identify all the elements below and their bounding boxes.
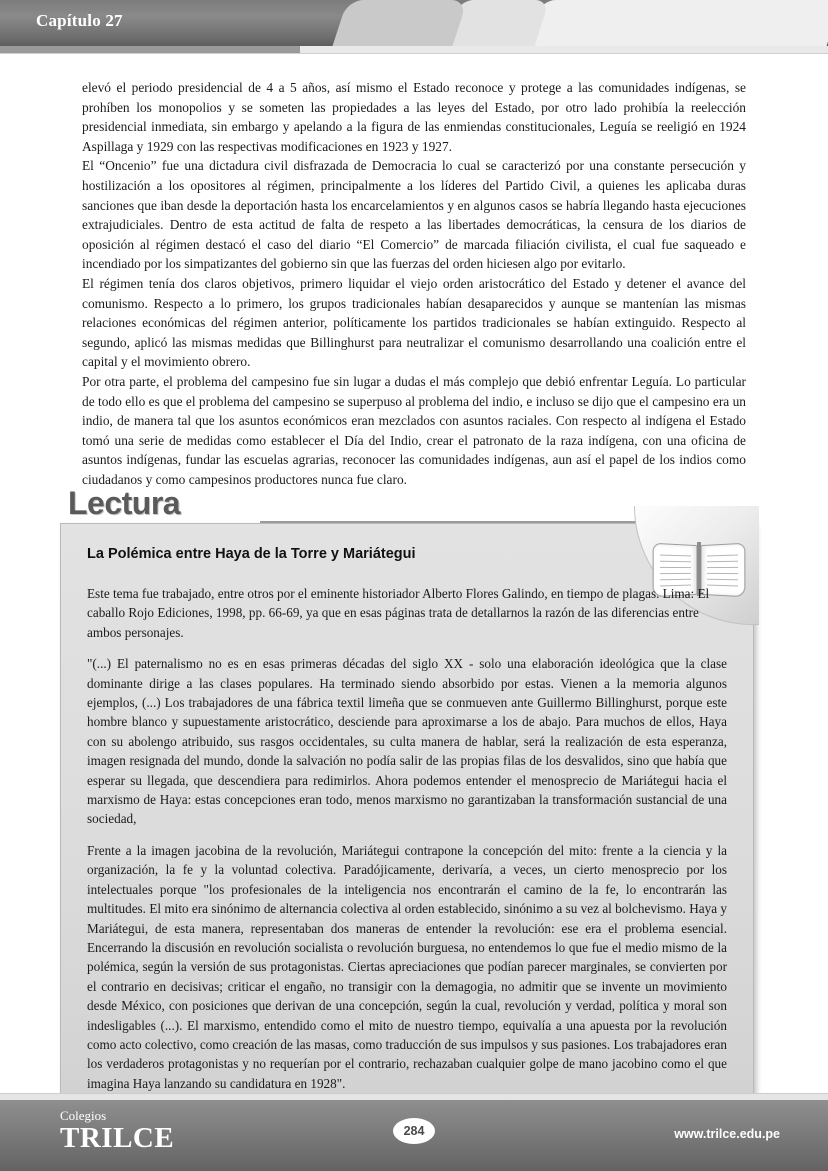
reading-paragraph: Frente a la imagen jacobina de la revolución, Mariátegui contrapone la concepción del mito: frente a la ciencia y la organización, la fe y la voluntad colectiva. Paradójicamente, derivaría, a veces, un cierto menosprecio por los intelectuales porque "los profesionales de la inteligencia nos encontrarán el camino de la fe, lo encontrarán las multitudes. El mito era sinónimo de alternancia colectiva al orden establecido, sinónimo a su vez al bolchevismo. Haya y Mariátegui, de esta manera, representaban dos maneras de entender la revolución: ese era el problema esencial. Encerrando la discusión en revolución socialista o revolución burguesa, no entendemos lo que fue el medio mismo de la polémica, según la versión de sus protagonistas. Ciertas apreciaciones que podían parecer marginales, se convierten por el contrario en decisivas; criticar el engaño, no transigir con la demagogia, no admitir que se invente un movimiento desde México, con posiciones que derivan de una concepción, según la cual, revolución y verdad, política y moral son indesligables (...). El marxismo, entendido como el mito de nuestro tiempo, equivalía a una apuesta por la revolución como acto colectivo, como creación de las masas, como traducción de sus impulsos y sus pasiones. Los trabajadores eran los verdaderos protagonistas y no requerían por el contrario, rechazaban cualquier golpe de mano jacobino como el que imagina Haya lanzando su candidatura en 1928". xyxy=(87,842,727,1091)
header-decoration xyxy=(0,0,828,46)
brand-logo-big: TRILCE xyxy=(60,1122,175,1154)
body-paragraph: Por otra parte, el problema del campesino fue sin lugar a dudas el más complejo que debió enfrentar Leguía. Lo particular de todo ello es que el problema del campesino se superpuso al problema del indio, e incluso se dijo que el campesino era un indio, de manera tal que los asuntos económicos eran mezclados con asuntos raciales. Con respecto al indígena el Estado tomó una serie de medidas como establecer el Día del Indio, crear el patronato de la raza indígena, con una oficina de asuntos indígenas, fundar las escuelas agrarias, reconocer las comunidades indígenas, aun así el papel de los indios como ciudadanos y como campesinos productores nunca fue claro. xyxy=(82,373,746,487)
reading-intro xyxy=(87,584,727,642)
header-shape-left xyxy=(333,0,468,46)
header-underline xyxy=(0,46,828,54)
body-paragraph: El régimen tenía dos claros objetivos, primero liquidar el viejo orden aristocrático del Estado y detener el avance del comunismo. Respecto a lo primero, los grupos tradicionales habían desaparecidos y aunque se mantenían las mismas relaciones económicas del régimen anterior, políticamente los partidos tradicionales se habían extinguido. Respecto al segundo, aplicó las mismas medidas que Billinghurst para neutralizar el comunismo desarrollando una coalición entre el capital y el movimiento obrero. xyxy=(82,275,746,370)
page-header xyxy=(0,0,828,46)
chapter-title: Capítulo 27 xyxy=(36,11,123,30)
lectura-section-title: Lectura xyxy=(68,485,181,521)
reading-content xyxy=(87,546,727,1105)
page-footer xyxy=(0,1100,828,1171)
reading-intro-paragraph: Este tema fue trabajado, entre otros por el eminente historiador Alberto Flores Galindo, en tiempo de plagas. Lima: El caballo Rojo Ediciones, 1998, pp. 66-69, ya que en esas páginas trata de detallarnos la razón de las diferencias entre ambos personajes. xyxy=(87,586,710,640)
reading-body xyxy=(87,654,727,1093)
body-paragraph: El “Oncenio” fue una dictadura civil disfrazada de Democracia lo cual se caracterizó por una constante persecución y hostilización a los opositores al régimen, principalmente a los líderes del Partido Civil, a quienes les aplicaba duras sanciones que iban desde la deportación hasta los encarcelamientos y en algunos casos se habría llegando hasta ejecuciones extrajudiciales. Dentro de esta actitud de falta de respeto a las libertades democráticas, la censura de los diarios de oposición al régimen destacó el caso del diario “El Comercio” de marcada filiación civilista, el cual fue saqueado e incendiado por los simpatizantes del gobierno sin que las fuerzas del orden hiciesen algo por evitarlo. xyxy=(82,158,746,272)
main-body-text xyxy=(82,78,746,489)
brand-logo xyxy=(60,1108,174,1153)
header-underline-bar xyxy=(0,46,300,53)
reading-panel xyxy=(60,523,754,1103)
header-shape-right xyxy=(527,0,828,46)
brand-logo-small: Colegios xyxy=(60,1108,107,1123)
footer-website-link[interactable]: www.trilce.edu.pe xyxy=(674,1127,780,1141)
page-number-badge: 284 xyxy=(393,1118,435,1144)
reading-paragraph: "(...) El paternalismo no es en esas primeras décadas del siglo XX - solo una elaboración ideológica que la clase dominante dirige a las clases populares. Ha terminado siendo absorbido por estas. Vienen a la memoria algunos ejemplos, (...) Los trabajadores de una fábrica textil limeña que se conmueven ante Guillermo Billinghurst, porque este hombre blanco y supuestamente aristocrático, desciende para aproximarse a los de abajo. Para muchos de ellos, Haya con su abolengo atribuido, sus rasgos occidentales, su culta manera de hablar, será la realización de esta esperanza, imagen resignada del mundo, donde la salvación no podía salir de las propias filas de los desvalidos, sino que había que esperar su llegada, que descendiera para redimirlos. Ahora podemos entender el menosprecio de Mariátegui hacia el marxismo de Haya: estas concepciones eran todo, menos marxismo no garantizaban la transformación sustancial de una sociedad, xyxy=(87,656,727,827)
footer-top-rule xyxy=(0,1093,828,1100)
reading-title: La Polémica entre Haya de la Torre y Mariátegui xyxy=(87,546,416,562)
body-paragraph: elevó el periodo presidencial de 4 a 5 años, así mismo el Estado reconoce y protege a las comunidades indígenas, se prohíben los monopolios y se someten las propiedades a las leyes del Estado, por otro lado prohibía la reelección presidencial inmediata, sin embargo y apelando a la figura de las enmiendas constitucionales, Leguía se reeligió en 1924 Aspillaga y 1929 con las respectivas modificaciones en 1923 y 1927. xyxy=(82,80,746,154)
